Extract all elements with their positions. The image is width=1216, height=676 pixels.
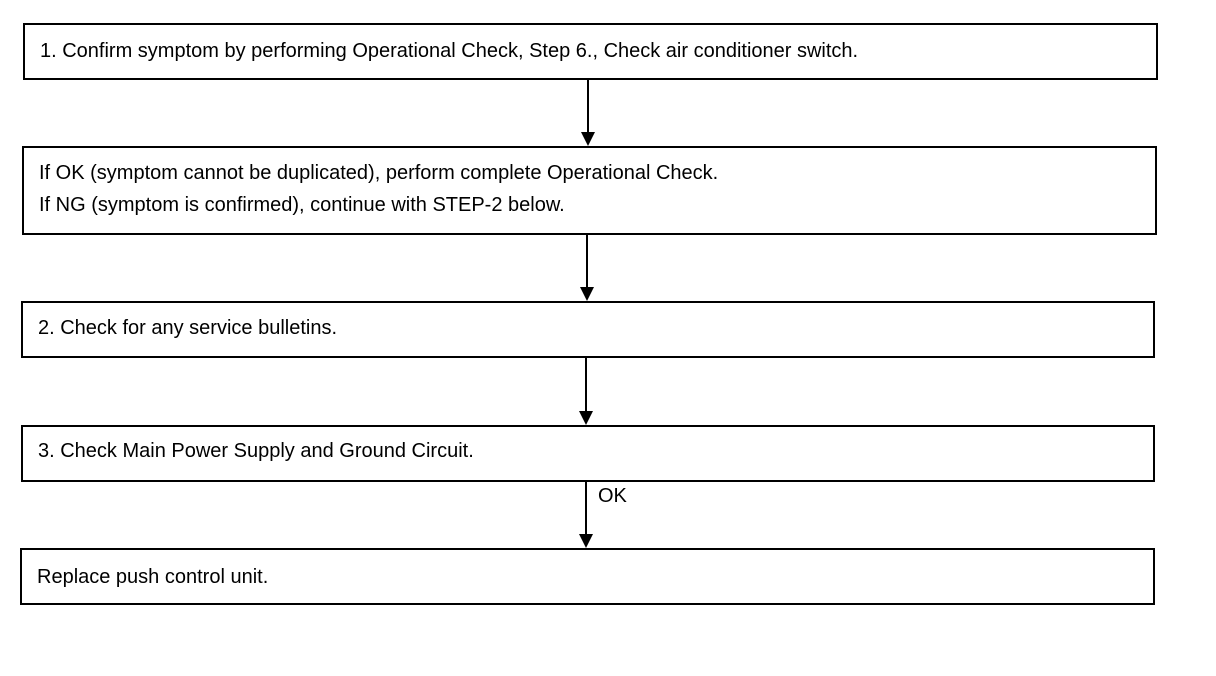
step3-text: 3. Check Main Power Supply and Ground Circuit. — [38, 440, 474, 462]
ok-ng-decision-box — [22, 146, 1157, 235]
if-ng-text: If NG (symptom is confirmed), continue with STEP-2 below. — [39, 194, 565, 216]
step1-confirm-symptom-box — [23, 23, 1158, 80]
arrowhead-step3-to-replace — [579, 534, 593, 548]
arrowhead-step1-to-check — [581, 132, 595, 146]
replace-text: Replace push control unit. — [37, 566, 269, 588]
step1-text: 1. Confirm symptom by performing Operational Check, Step 6., Check air conditioner switch. — [40, 40, 859, 62]
ok-edge-label: OK — [598, 485, 627, 507]
step2-service-bulletins-box — [21, 301, 1155, 358]
step3-power-supply-box — [21, 425, 1155, 482]
replace-push-control-unit-box — [20, 548, 1155, 605]
arrowhead-check-to-step2 — [580, 287, 594, 301]
arrowhead-step2-to-step3 — [579, 411, 593, 425]
if-ok-text: If OK (symptom cannot be duplicated), perform complete Operational Check. — [39, 162, 719, 184]
step2-text: 2. Check for any service bulletins. — [38, 317, 338, 339]
